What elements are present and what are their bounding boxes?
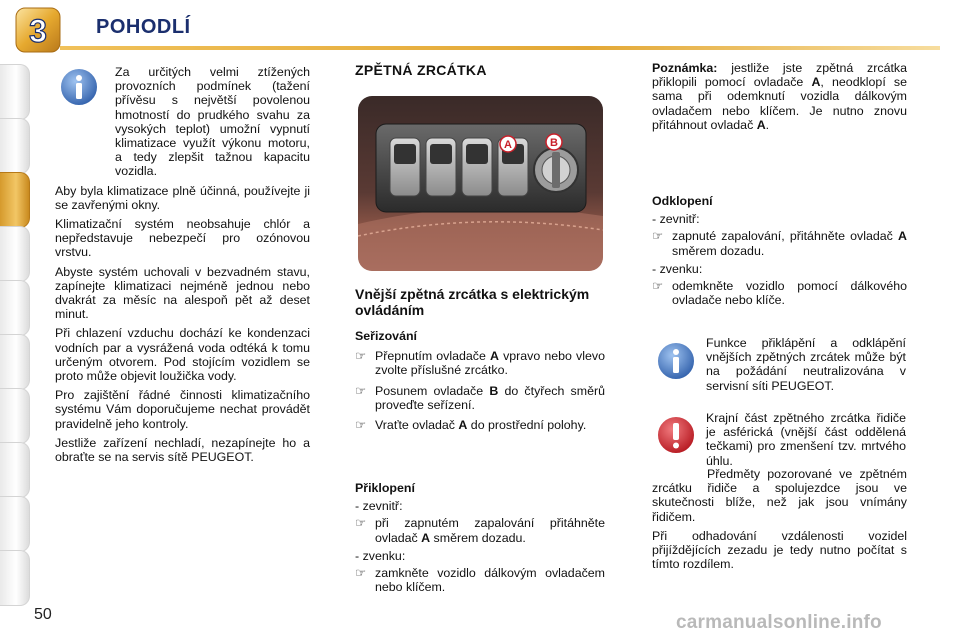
mirror-control-photo — [358, 96, 603, 271]
adjusting-item-1-key: A — [490, 349, 499, 364]
unfolding-inside-rest: směrem dozadu. — [672, 243, 765, 258]
unfolding-outside-label: - zvenku: — [652, 261, 703, 276]
header-divider — [60, 46, 940, 50]
bullet-hand-icon: ☞ — [355, 418, 367, 433]
chapter-tab-8 — [0, 442, 30, 498]
adjusting-block — [355, 329, 605, 436]
folding-outside-item — [355, 566, 605, 594]
left-paragraph-1: Za určitých velmi ztížených provozních podmínek (tažení přívěsu s největší povolenou hmotností do prudkého svahu za vysokých teplot) umožní vypnutí klimatizace využít výkonu motoru, a tedy zlepšit tažnou kapacitu vozidla. — [115, 65, 310, 179]
adjusting-item-3-text: Vraťte ovladač — [375, 418, 459, 433]
bullet-hand-icon: ☞ — [355, 516, 367, 531]
unfolding-inside-text: zapnuté zapalování, přitáhněte ovladač — [672, 229, 899, 244]
adjusting-item-1 — [355, 349, 605, 377]
folding-inside-text: při zapnutém zapalování přitáhněte ovladač — [375, 516, 605, 545]
adjusting-item-2-key: B — [489, 383, 499, 398]
chapter-tab-7 — [0, 388, 30, 444]
adjusting-item-2-text: Posunem ovladače — [375, 383, 490, 398]
left-paragraph-6: Pro zajištění řádné činnosti klimatizačního systému Vám doporučujeme nechat provádět pravidelně jeho kontroly. — [55, 388, 310, 431]
note-text-3: . — [765, 117, 770, 132]
right-paragraphs — [652, 467, 907, 576]
page-number: 50 — [34, 606, 52, 623]
chapter-tab-4 — [0, 226, 30, 282]
folding-outside-label: - zvenku: — [355, 548, 406, 563]
note-key-1: A — [811, 75, 821, 90]
adjusting-item-2 — [355, 384, 605, 412]
left-paragraph-7: Jestliže zařízení nechladí, nezapínejte ho a obraťte se na servis sítě PEUGEOT. — [55, 435, 310, 465]
folding-outside-text: zamkněte vozidlo dálkovým ovladačem nebo klíčem. — [375, 566, 605, 595]
note-block — [652, 61, 907, 137]
warning-icon — [655, 414, 697, 456]
bullet-hand-icon: ☞ — [652, 229, 664, 244]
note-label: Poznámka: — [652, 61, 718, 75]
photo-label-a: A — [504, 139, 512, 151]
adjusting-item-3-key: A — [458, 418, 468, 433]
unfolding-outside-item — [652, 279, 907, 307]
left-paragraph-2: Aby byla klimatizace plně účinná, používejte ji se zavřenými okny. — [55, 183, 310, 212]
left-paragraph-5: Při chlazení vzduchu dochází ke kondenzaci vodních par a vysrážená voda odtéká k tomu určeným otvorem. Pod stojícím vozidlem se proto může objevit loužička vody. — [55, 326, 310, 384]
chapter-tab-2 — [0, 118, 30, 174]
info-text: Funkce přiklápění a odklápění vnějších zpětných zrcátek může být na požádání neutralizována v servisní síti PEUGEOT. — [706, 336, 906, 393]
adjusting-item-3 — [355, 418, 605, 432]
folding-inside-rest: směrem dozadu. — [430, 530, 526, 545]
bullet-hand-icon: ☞ — [652, 279, 664, 294]
left-column — [55, 65, 310, 469]
folding-inside-label: - zevnitř: — [355, 499, 403, 514]
bullet-hand-icon: ☞ — [355, 349, 367, 364]
right-paragraph-1: Předměty pozorované ve zpětném zrcátku řidiče a spolujezdce jsou ve skutečnosti blíže, než jak jsou vnímány řidičem. — [652, 467, 907, 524]
folding-inside-item — [355, 516, 605, 544]
adjusting-item-1-rest: vpravo nebo vlevo zvolte příslušné zrcátko. — [375, 349, 605, 378]
subsection-heading: Vnější zpětná zrcátka s elektrickým ovládáním — [355, 286, 590, 318]
bullet-hand-icon: ☞ — [355, 566, 367, 581]
chapter-number: 3 — [29, 13, 47, 49]
adjusting-heading: Seřizování — [355, 329, 417, 343]
folding-inside-key: A — [421, 530, 431, 545]
chapter-number-badge — [14, 6, 62, 54]
chapter-tab-10 — [0, 550, 30, 606]
unfolding-inside-label: - zevnitř: — [652, 212, 700, 227]
folding-block — [355, 481, 605, 598]
adjusting-item-2-rest: do čtyřech směrů proveďte seřízení. — [375, 383, 605, 412]
unfolding-inside-key: A — [898, 229, 907, 244]
right-paragraph-2: Při odhadování vzdálenosti vozidel přijíždějících zezadu je tedy nutno počítat s tímto rozdílem. — [652, 528, 907, 572]
chapter-tab-5 — [0, 280, 30, 336]
adjusting-item-3-rest: do prostřední polohy. — [467, 418, 587, 433]
chapter-tab-1 — [0, 64, 30, 120]
info-icon — [655, 340, 697, 382]
chapter-tab-6 — [0, 334, 30, 390]
unfolding-heading: Odklopení — [652, 194, 713, 208]
note-text-2: , neodklopí se sama při odemknutí vozidla dálkovým ovladačem nebo klíčem. Je nutno znovu přitáhnout ovladač — [652, 75, 907, 132]
folding-heading: Přiklopení — [355, 481, 415, 495]
watermark: carmanualsonline.info — [676, 612, 882, 633]
photo-label-b: B — [550, 137, 558, 149]
note-text-1: jestliže jste zpětná zrcátka přiklopili pomocí ovladače — [652, 61, 907, 90]
page-title: POHODLÍ — [96, 16, 191, 38]
chapter-tab-9 — [0, 496, 30, 552]
unfolding-block — [652, 194, 907, 311]
unfolding-inside-item — [652, 229, 907, 257]
unfolding-outside-text: odemkněte vozidlo pomocí dálkového ovladače nebo klíče. — [672, 279, 907, 308]
chapter-tab-3-active — [0, 172, 30, 228]
section-heading: ZPĚTNÁ ZRCÁTKA — [355, 62, 487, 78]
left-paragraph-3: Klimatizační systém neobsahuje chlór a nepředstavuje nebezpečí pro ozónovou vrstvu. — [55, 217, 310, 260]
adjusting-item-1-text: Přepnutím ovladače — [375, 349, 490, 364]
warning-text: Krajní část zpětného zrcátka řidiče je asférická (vnější část oddělená tečkami) pro zmenšení tzv. mrtvého úhlu. — [706, 411, 906, 468]
left-paragraph-4: Abyste systém uchovali v bezvadném stavu, zapínejte klimatizaci nejméně jednou nebo dvakrát za měsíc na alespoň pět až deset minut. — [55, 264, 310, 322]
note-key-2: A — [756, 117, 766, 132]
bullet-hand-icon: ☞ — [355, 383, 367, 398]
